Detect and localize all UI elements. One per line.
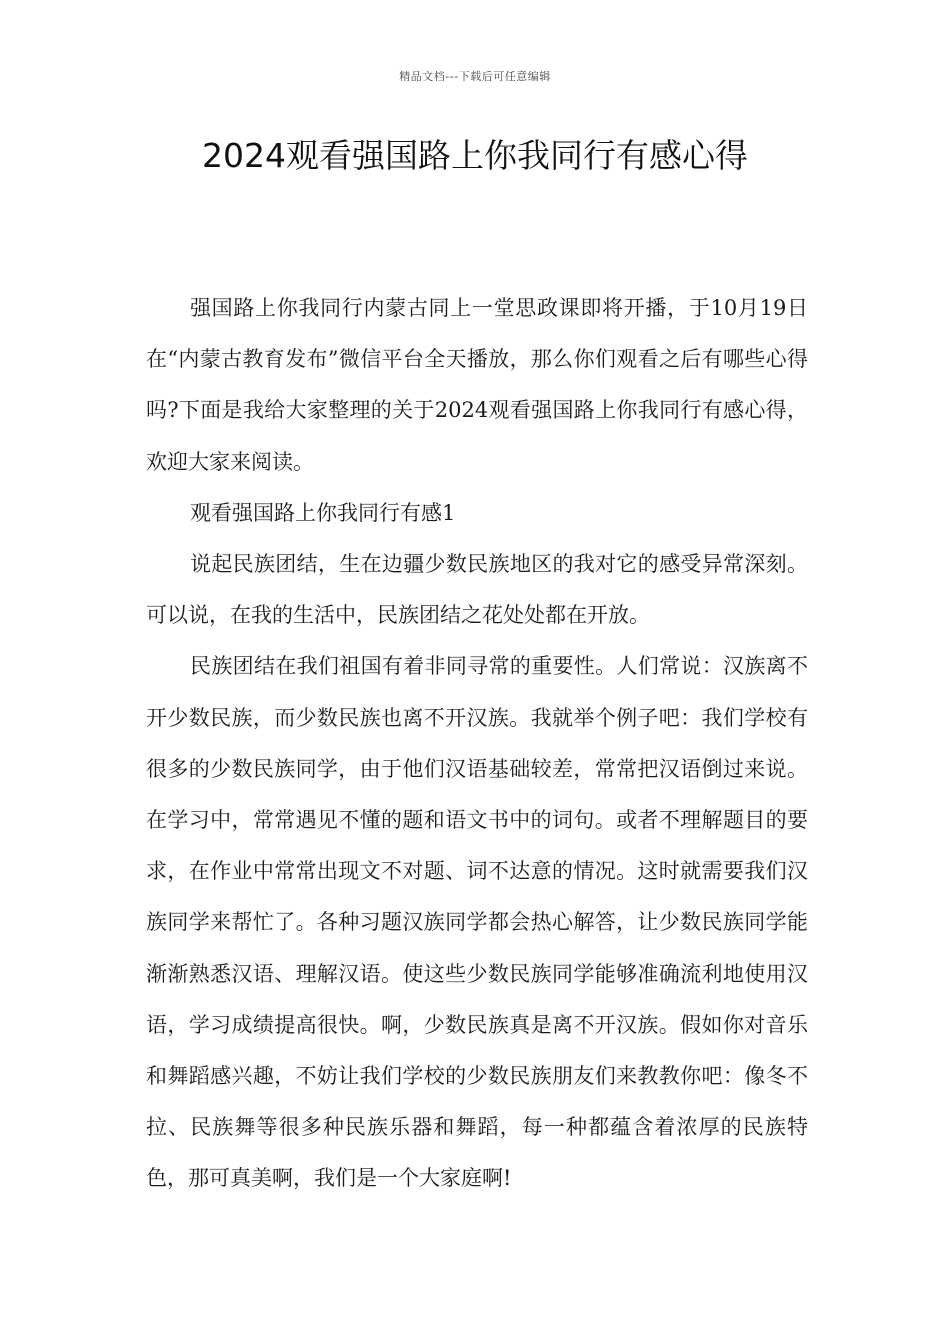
- page-title: 2024观看强国路上你我同行有感心得: [202, 136, 748, 175]
- paragraph: 民族团结在我们祖国有着非同寻常的重要性。人们常说：汉族离不开少数民族，而少数民族也离不开汉族。我就举个例子吧：我们学校有很多的少数民族同学，由于他们汉语基础较差，常常把汉语倒过来说。在学习中，常常遇见不懂的题和语文书中的词句。或者不理解题目的要求，在作业中常常出现文不对题、词不达意的情况。这时就需要我们汉族同学来帮忙了。各种习题汉族同学都会热心解答，让少数民族同学能渐渐熟悉汉语、理解汉语。使这些少数民族同学能够准确流利地使用汉语，学习成绩提高很快。啊，少数民族真是离不开汉族。假如你对音乐和舞蹈感兴趣，不妨让我们学校的少数民族朋友们来教教你吧：像冬不拉、民族舞等很多种民族乐器和舞蹈，每一种都蕴含着浓厚的民族特色，那可真美啊，我们是一个大家庭啊!: [146, 654, 808, 1191]
- section-heading: 观看强国路上你我同行有感1: [190, 500, 456, 525]
- header-note: 精品文档---下载后可任意编辑: [399, 70, 551, 83]
- paragraph: 说起民族团结，生在边疆少数民族地区的我对它的感受异常深刻。可以说，在我的生活中，民族团结之花处处都在开放。: [146, 552, 808, 628]
- document-body: [146, 283, 808, 1205]
- paragraph-intro: 强国路上你我同行内蒙古同上一堂思政课即将开播，于10月19日在“内蒙古教育发布”微信平台全天播放，那么你们观看之后有哪些心得吗?下面是我给大家整理的关于2024观看强国路上你我同行有感心得，欢迎大家来阅读。: [146, 296, 808, 474]
